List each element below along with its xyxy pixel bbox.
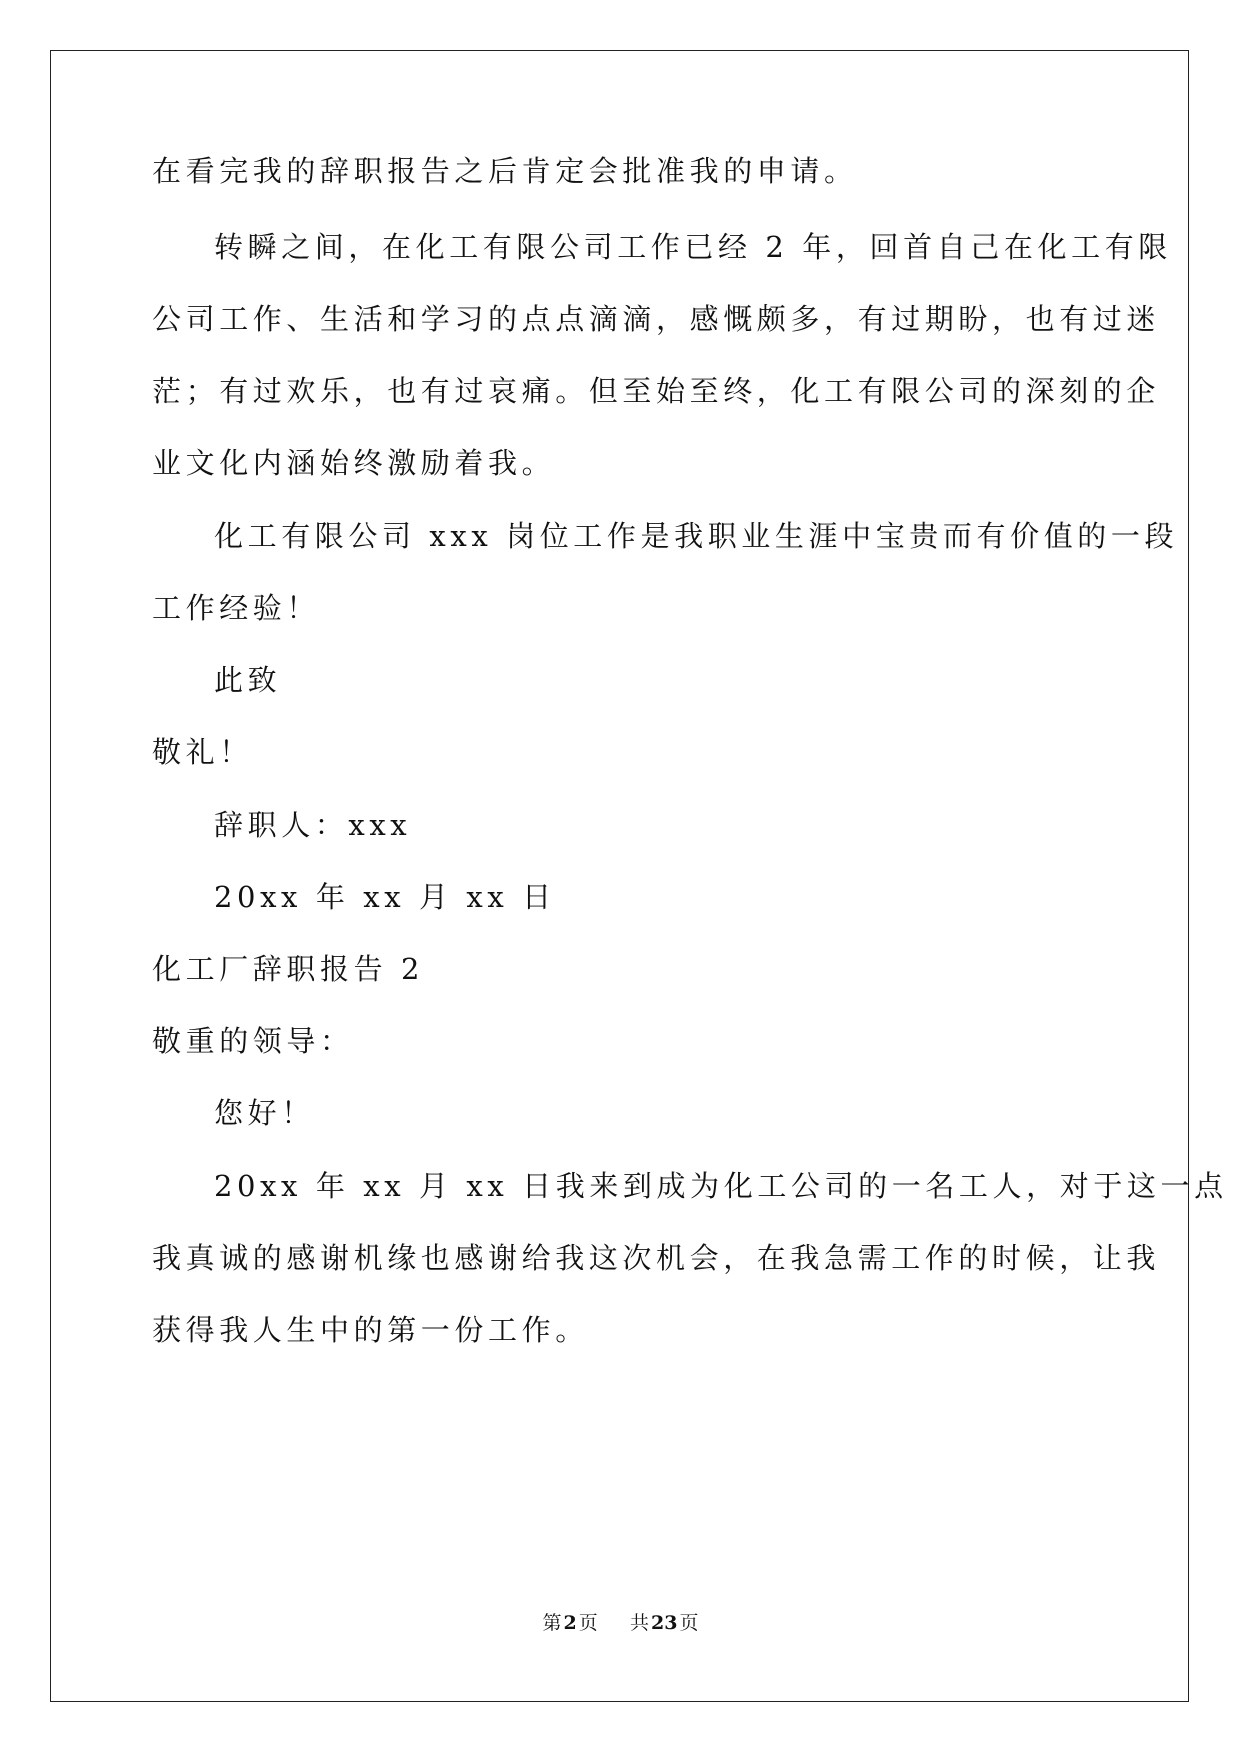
- text-line: 在看完我的辞职报告之后肯定会批准我的申请。: [152, 154, 858, 188]
- signature-line: 辞职人：xxx: [214, 808, 412, 842]
- text-line: 业文化内涵始终激励着我。: [152, 446, 556, 480]
- paragraph-start-line: 20xx 年 xx 月 xx 日我来到成为化工公司的一名工人，对于这一点: [214, 1169, 1228, 1203]
- section-heading: 化工厂辞职报告 2: [152, 952, 425, 986]
- page-indicator: 第 2 页: [542, 1612, 598, 1634]
- closing-salutation: 此致: [214, 663, 282, 697]
- text-line: 茫；有过欢乐，也有过哀痛。但至始至终，化工有限公司的深刻的企: [152, 374, 1161, 408]
- text-line: 获得我人生中的第一份工作。: [152, 1313, 589, 1347]
- text-line: 我真诚的感谢机缘也感谢给我这次机会，在我急需工作的时候，让我: [152, 1241, 1161, 1275]
- paragraph-start-line: 转瞬之间，在化工有限公司工作已经 2 年，回首自己在化工有限: [214, 230, 1172, 264]
- text-line: 工作经验！: [152, 591, 321, 625]
- paragraph-start-line: 化工有限公司 xxx 岗位工作是我职业生涯中宝贵而有价值的一段: [214, 519, 1179, 553]
- page-footer: [0, 1610, 1241, 1636]
- page-border: [50, 50, 1189, 1702]
- date-line: 20xx 年 xx 月 xx 日: [214, 880, 556, 914]
- greeting-addressee: 敬重的领导：: [152, 1024, 354, 1058]
- text-line: 公司工作、生活和学习的点点滴滴，感慨颇多，有过期盼，也有过迷: [152, 302, 1161, 336]
- greeting: 您好！: [214, 1096, 315, 1130]
- closing-regards: 敬礼！: [152, 735, 253, 769]
- total-pages-indicator: 共 23 页: [629, 1612, 699, 1634]
